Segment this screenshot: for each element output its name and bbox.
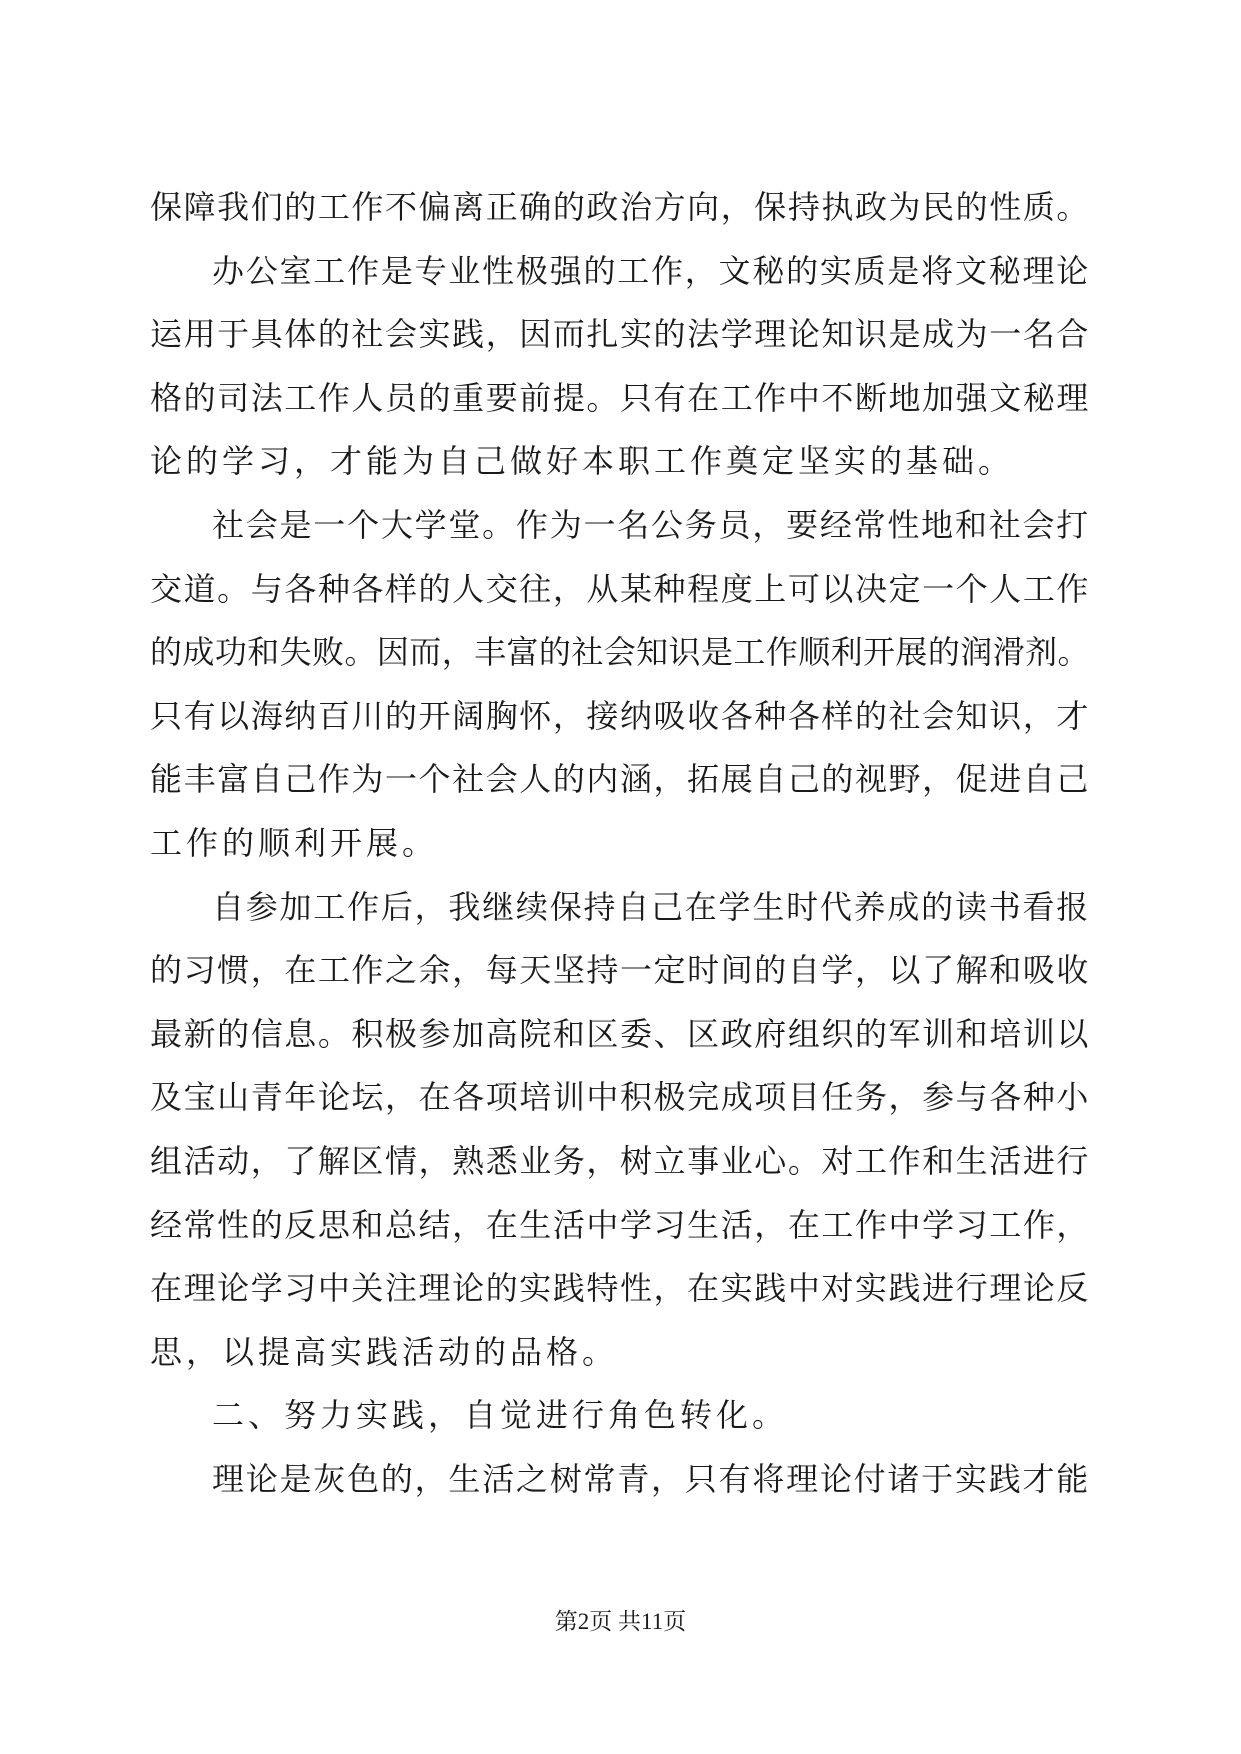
page-footer: 第2页 共11页 [554, 1609, 687, 1634]
text-line: 二、努力实践，自觉进行角色转化。 [212, 1396, 789, 1435]
text-line: 经常性的反思和总结，在生活中学习生活，在工作中学习工作， [150, 1205, 1090, 1244]
text-line: 及宝山青年论坛，在各项培训中积极完成项目任务，参与各种小 [150, 1078, 1090, 1117]
text-line: 的成功和失败。因而，丰富的社会知识是工作顺利开展的润滑剂。 [150, 633, 1090, 672]
text-line: 理论是灰色的，生活之树常青，只有将理论付诸于实践才能 [212, 1460, 1091, 1498]
text-line: 社会是一个大学堂。作为一名公务员，要经常性地和社会打 [212, 506, 1091, 544]
text-line: 运用于具体的社会实践，因而扎实的法学理论知识是成为一名合 [150, 315, 1090, 354]
text-line: 交道。与各种各样的人交往，从某种程度上可以决定一个人工作 [150, 569, 1090, 608]
text-line: 组活动，了解区情，熟悉业务，树立事业心。对工作和生活进行 [150, 1142, 1090, 1180]
text-line: 格的司法工作人员的重要前提。只有在工作中不断地加强文秘理 [150, 378, 1090, 417]
text-line: 的习惯，在工作之余，每天坚持一定时间的自学，以了解和吸收 [150, 951, 1090, 990]
text-line: 工作的顺利开展。 [150, 824, 439, 862]
text-line: 只有以海纳百川的开阔胸怀，接纳吸收各种各样的社会知识，才 [150, 696, 1090, 735]
text-line: 能丰富自己作为一个社会人的内涵，拓展自己的视野，促进自己 [150, 760, 1090, 799]
text-line: 办公室工作是专业性极强的工作，文秘的实质是将文秘理论 [212, 251, 1091, 290]
text-line: 保障我们的工作不偏离正确的政治方向，保持执政为民的性质。 [150, 188, 1090, 226]
text-line: 在理论学习中关注理论的实践特性，在实践中对实践进行理论反 [150, 1269, 1090, 1308]
text-line: 最新的信息。积极参加高院和区委、区政府组织的军训和培训以 [150, 1014, 1090, 1053]
text-line: 自参加工作后，我继续保持自己在学生时代养成的读书看报 [212, 887, 1091, 926]
text-line: 思，以提高实践活动的品格。 [150, 1332, 619, 1371]
text-line: 论的学习，才能为自己做好本职工作奠定坚实的基础。 [150, 442, 1015, 481]
